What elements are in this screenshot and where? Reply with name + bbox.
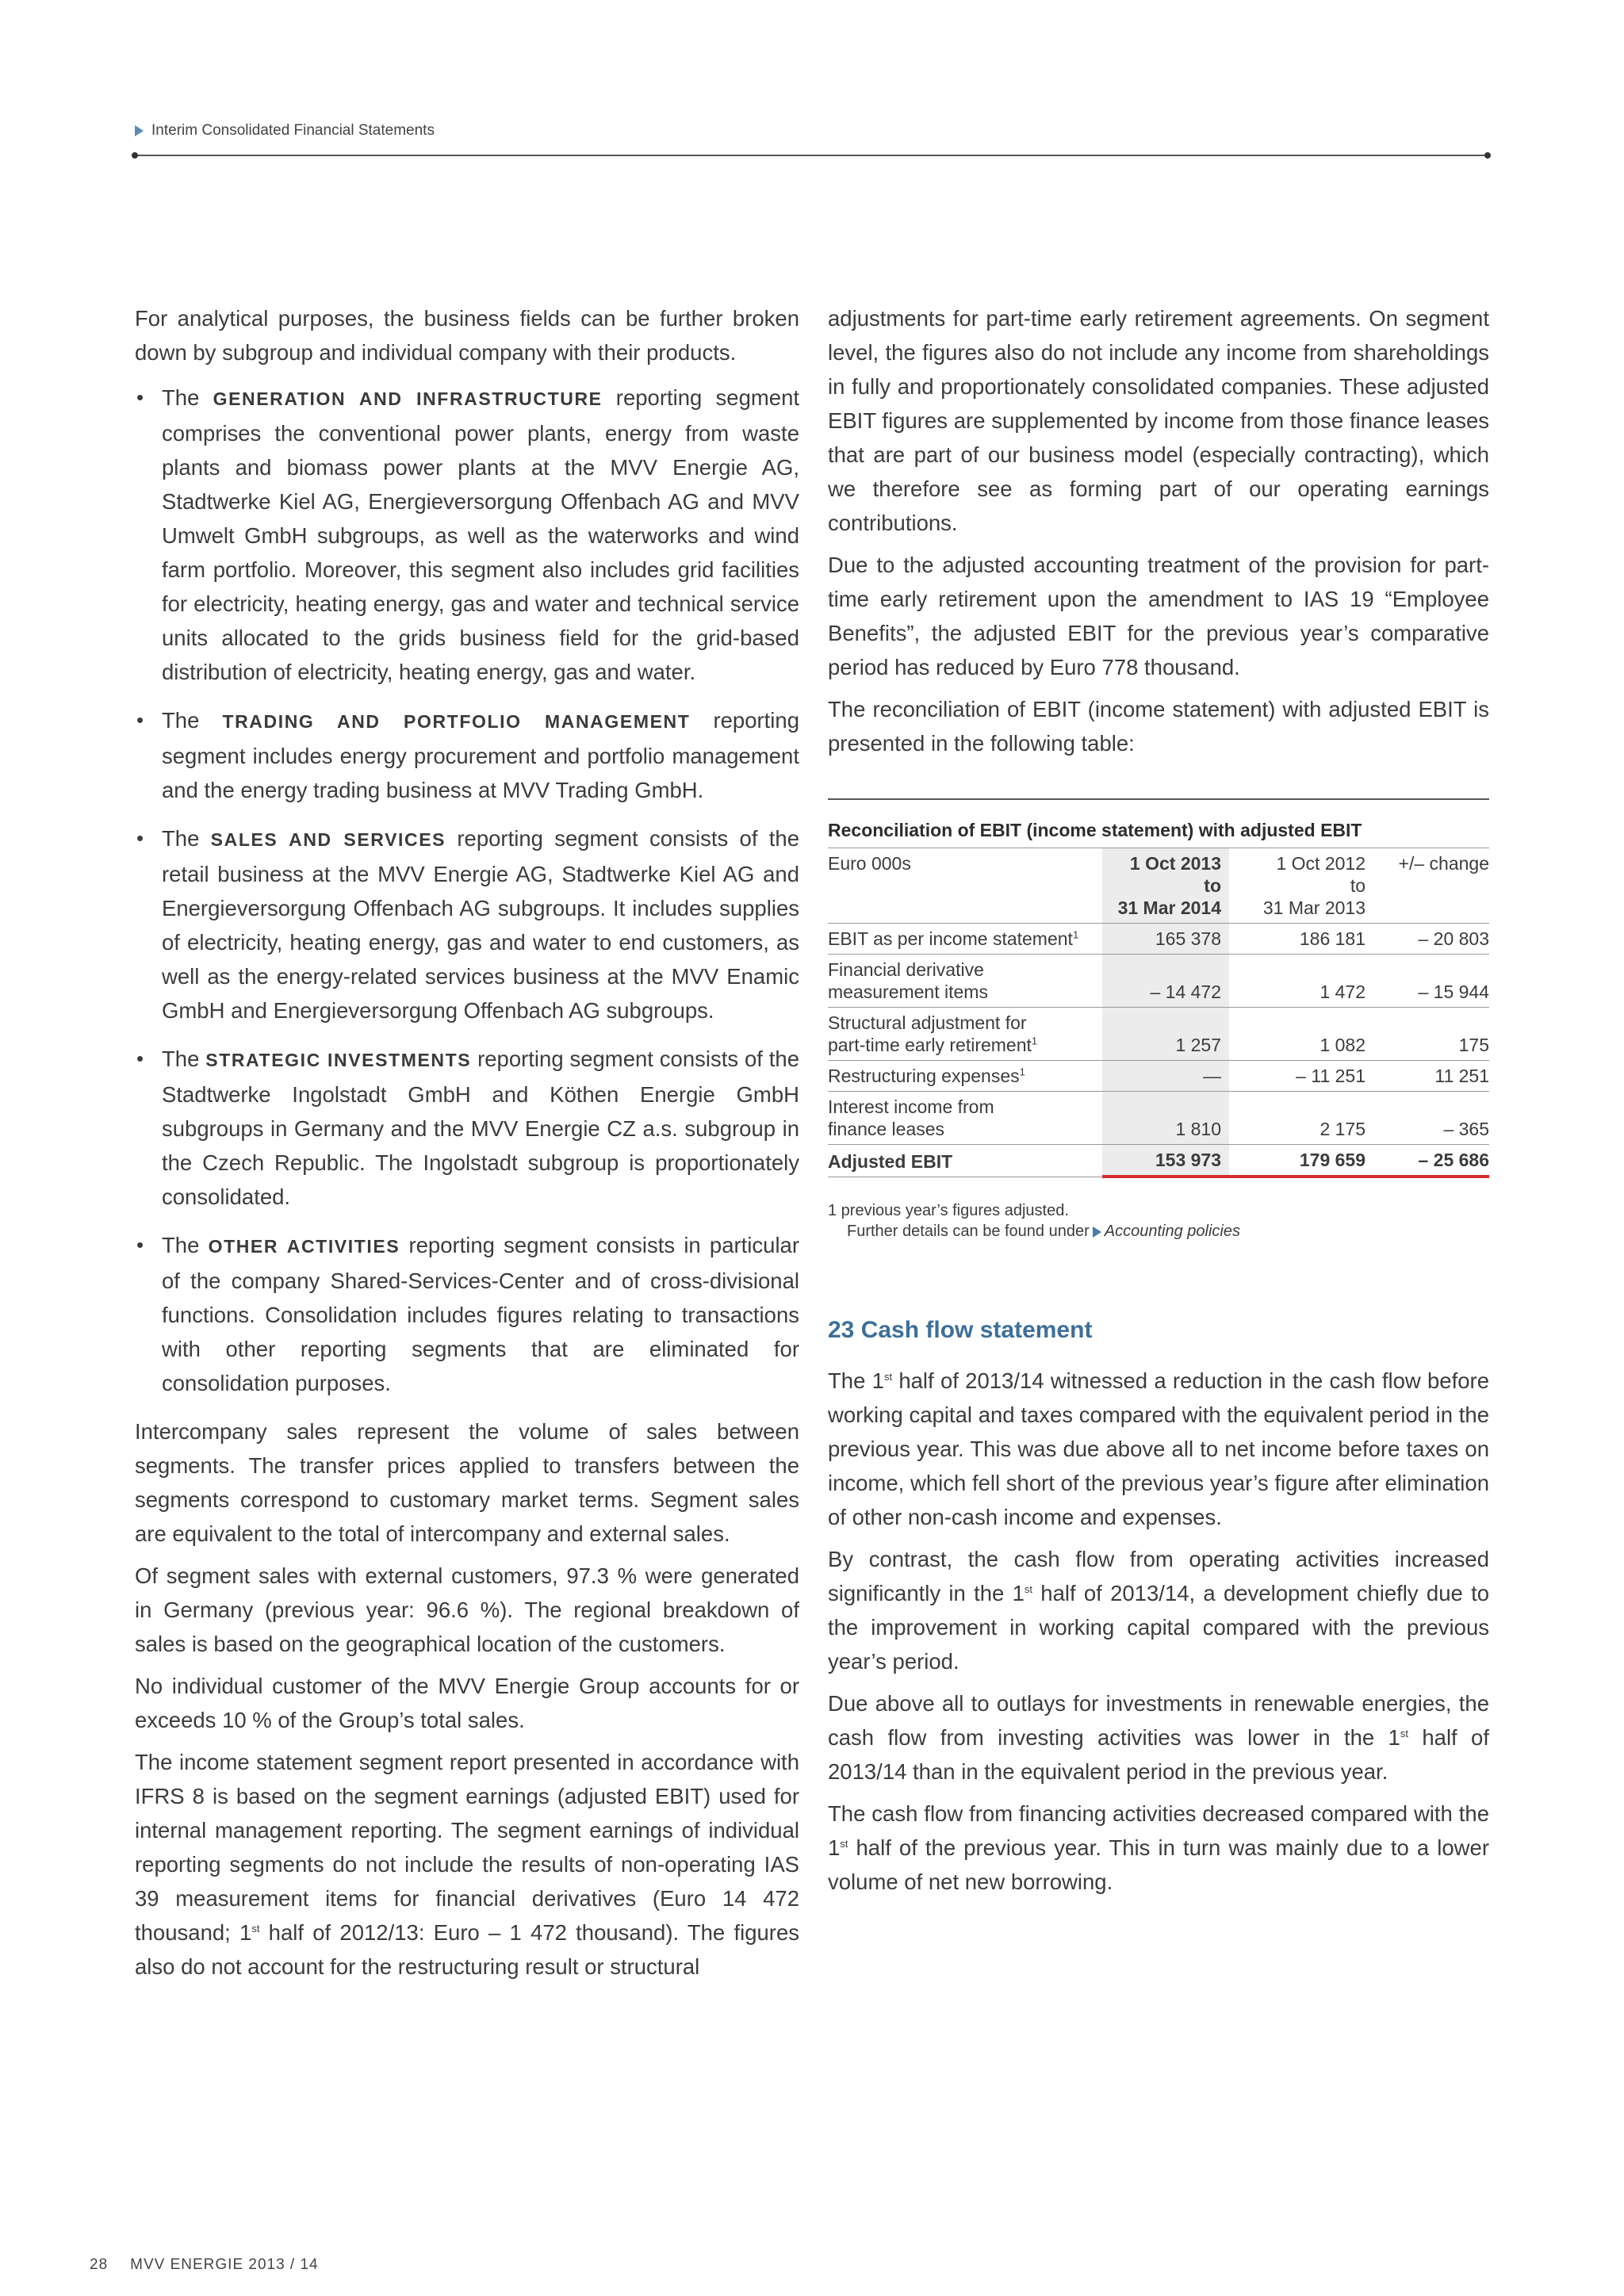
cashflow-paragraph-1: The 1st half of 2013/14 witnessed a reduction in the cash flow before working capital and taxes compared with the equivalent period in the previous year. This was due above all to net income before taxes on income, which fell short of the previous year’s figure after elimination of other non-cash income and expenses. — [828, 1368, 1489, 1529]
row-label: Financial derivative measurement items — [828, 955, 1102, 1008]
table-header-row — [828, 848, 1489, 924]
reconciliation-table-block — [828, 798, 1489, 1242]
publication-title: MVV ENERGIE 2013 / 14 — [130, 2256, 319, 2273]
segment-name: STRATEGIC INVESTMENTS — [205, 1050, 472, 1070]
table-row: Financial derivative measurement items – 14 472 1 472 – 15 944 — [828, 955, 1489, 1008]
running-header-title: Interim Consolidated Financial Statements — [151, 122, 435, 139]
row-label: EBIT as per income statement$^1$ — [828, 924, 1102, 955]
total-label: Adjusted EBIT — [828, 1145, 1102, 1177]
row-label: Interest income from finance leases — [828, 1092, 1102, 1145]
segment-name: GENERATION AND INFRASTRUCTURE — [213, 388, 603, 409]
current-period-header: 1 Oct 2013 to 31 Mar 2014 — [1102, 848, 1229, 924]
bullet-icon: • — [136, 826, 144, 850]
segment-name: TRADING AND PORTFOLIO MANAGEMENT — [222, 711, 691, 732]
change-header: +/– change — [1373, 848, 1489, 924]
bullet-icon: • — [136, 1233, 144, 1257]
list-item: • The OTHER ACTIVITIES reporting segment consists in particular of the company Shared-Services-Center and of cross-divisional functions. Consolidation includes figures relating to transactions with other reporting segments that are eliminated for consolidation purposes. — [135, 1228, 799, 1400]
rule-end-dot-left — [132, 152, 138, 159]
table-row: Restructuring expenses$^1$ — – 11 251 11 251 — [828, 1061, 1489, 1092]
table-footnote: 1 previous year’s figures adjusted. Further details can be found under Accounting policies — [828, 1202, 1240, 1240]
list-item: • The GENERATION AND INFRASTRUCTURE reporting segment comprises the conventional power plants, energy from waste plants and biomass power plants at the MVV Energie AG, Stadtwerke Kiel AG, Energieversorgung Offenbach AG and MVV Umwelt GmbH subgroups, as well as the waterworks and wind farm portfolio. Moreover, this segment also includes grid facilities for electricity, heating energy, gas and water and technical service units allocated to the grids business field for the grid-based distribution of electricity, heating energy, gas and water. — [135, 381, 799, 689]
page-footer — [90, 2256, 341, 2274]
ias19-paragraph: Due to the adjusted accounting treatment of the provision for part-time early retirement upon the amendment to IAS 19 “Employee Benefits”, the adjusted EBIT for the previous year’s comparative period has reduced by Euro 778 thousand. — [828, 553, 1489, 679]
list-item: • The SALES AND SERVICES reporting segment consists of the retail business at the MVV Energie AG, Stadtwerke Kiel AG and Energieversorgung Offenbach AG subgroups. It includes supplies of electricity, heating energy, gas and water to end customers, as well as the energy-related services business at the MVV Enamic GmbH and Energieversorgung Offenbach AG subgroups. — [135, 821, 799, 1027]
intro-paragraph: For analytical purposes, the business fields can be further broken down by subgroup and individual company with their products. — [135, 306, 799, 365]
left-column — [135, 301, 799, 1992]
intercompany-paragraph: Intercompany sales represent the volume of sales between segments. The transfer prices applied to transfers between the segments correspond to customary market terms. Segment sales are equivalent to the total of intercompany and external sales. — [135, 1419, 799, 1546]
unit-label: Euro 000s — [828, 848, 1102, 924]
triangle-marker-icon — [135, 125, 144, 136]
right-column — [828, 301, 1489, 1907]
segment-name: OTHER ACTIVITIES — [208, 1236, 400, 1257]
row-label: Restructuring expenses$^1$ — [828, 1061, 1102, 1092]
segment-name: SALES AND SERVICES — [210, 829, 446, 850]
section-heading: 23 Cash flow statement — [828, 1317, 1093, 1343]
reconciliation-table — [828, 848, 1489, 1178]
segment-list — [135, 381, 799, 1400]
accounting-policies-link[interactable]: Accounting policies — [1104, 1223, 1240, 1240]
cashflow-paragraph-3: Due above all to outlays for investments in renewable energies, the cash flow from investing activities was lower in the 1st half of 2013/14 than in the equivalent period in the previous year. — [828, 1691, 1489, 1784]
header-rule — [135, 155, 1489, 156]
cashflow-paragraph-2: By contrast, the cash flow from operating activities increased significantly in the 1st half of 2013/14, a development chiefly due to the improvement in working capital compared with the previous year’s period. — [828, 1547, 1490, 1674]
table-title: Reconciliation of EBIT (income statement) with adjusted EBIT — [828, 800, 1489, 848]
page-number: 28 — [90, 2256, 109, 2273]
customer-paragraph: No individual customer of the MVV Energie Group accounts for or exceeds 10 % of the Group’s total sales. — [135, 1674, 799, 1732]
rule-end-dot-right — [1484, 152, 1491, 159]
ifrs-paragraph: The income statement segment report presented in accordance with IFRS 8 is based on the segment earnings (adjusted EBIT) used for internal management reporting. The segment earnings of individual reporting segments do not include the results of non-operating IAS 39 measurement items for financial derivatives (Euro 14 472 thousand; 1st half of 2012/13: Euro – 1 472 thousand). The figures also do not account for the restructuring result or structural — [135, 1750, 799, 1979]
list-item: • The TRADING AND PORTFOLIO MANAGEMENT reporting segment includes energy procurement and portfolio management and the energy trading business at MVV Trading GmbH. — [135, 703, 799, 807]
bullet-icon: • — [136, 1047, 144, 1070]
row-label: Structural adjustment for part-time early retirement$^1$ — [828, 1008, 1102, 1061]
external-sales-paragraph: Of segment sales with external customers, 97.3 % were generated in Germany (previous year: 96.6 %). The regional breakdown of sales is based on the geographical location of the customers. — [135, 1563, 799, 1656]
cashflow-paragraph-4: The cash flow from financing activities decreased compared with the 1st half of the previous year. This in turn was mainly due to a lower volume of net new borrowing. — [828, 1801, 1489, 1894]
table-row: EBIT as per income statement$^1$ 165 378 186 181 – 20 803 — [828, 924, 1489, 955]
previous-period-header: 1 Oct 2012 to 31 Mar 2013 — [1229, 848, 1373, 924]
adjustments-paragraph: adjustments for part-time early retirement agreements. On segment level, the figures also do not include any income from shareholdings in fully and proportionately consolidated companies. These adjusted EBIT figures are supplemented by income from those finance leases that are part of our business model (especially contracting), which we therefore see as forming part of our operating earnings contributions. — [828, 306, 1489, 535]
running-header — [135, 122, 435, 140]
bullet-icon: • — [136, 708, 144, 732]
table-row: Interest income from finance leases 1 810 2 175 – 365 — [828, 1092, 1489, 1145]
reconciliation-intro-paragraph: The reconciliation of EBIT (income statement) with adjusted EBIT is presented in the following table: — [828, 697, 1489, 756]
table-total-row: Adjusted EBIT 153 973 179 659 – 25 686 — [828, 1145, 1489, 1177]
bullet-icon: • — [136, 385, 144, 409]
table-row: Structural adjustment for part-time early retirement$^1$ 1 257 1 082 175 — [828, 1008, 1489, 1061]
link-arrow-icon — [1093, 1226, 1101, 1238]
list-item: • The STRATEGIC INVESTMENTS reporting segment consists of the Stadtwerke Ingolstadt GmbH and Köthen Energie GmbH subgroups in Germany and the MVV Energie CZ a.s. subgroup in the Czech Republic. The Ingolstadt subgroup is proportionately consolidated. — [135, 1042, 799, 1214]
